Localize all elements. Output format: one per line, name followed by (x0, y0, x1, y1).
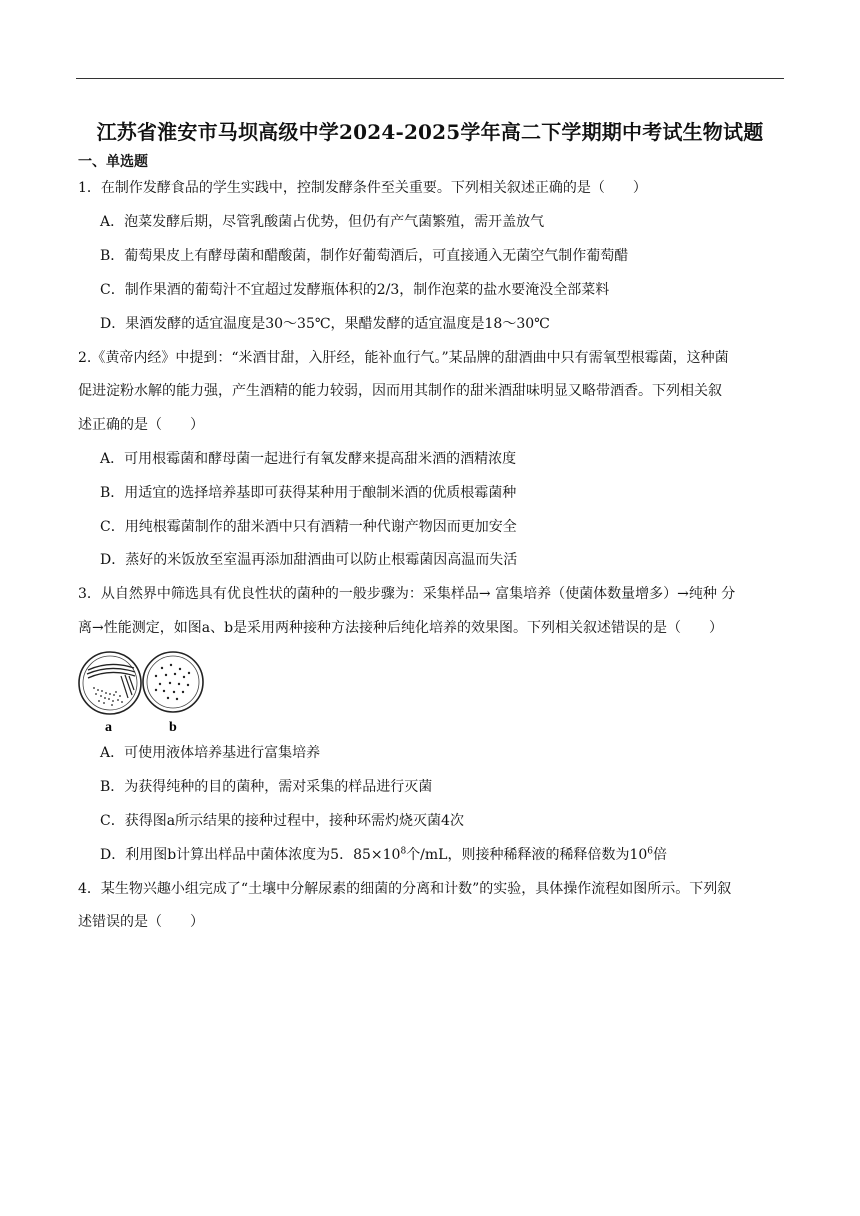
question-2-stem-line-3: 述正确的是（ ） (78, 417, 204, 433)
document-title: 江苏省淮安市马坝高级中学2024-2025学年高二下学期期中考试生物试题 (96, 120, 764, 144)
petri-dish-figure (76, 648, 204, 736)
question-3-stem-line-1: 3．从自然界中筛选具有优良性状的菌种的一般步骤为：采集样品→ 富集培养（使菌体数量增多）→纯种 分 (78, 586, 736, 602)
option-d-text-2: 个/mL，则接种稀释液的稀释倍数为10 (406, 847, 648, 863)
option-d-text-3: 倍 (653, 847, 668, 863)
question-2-option-c: C．用纯根霉菌制作的甜米酒中只有酒精一种代谢产物因而更加安全 (100, 519, 517, 535)
spread-plate-b (143, 652, 203, 712)
question-1-option-d: D．果酒发酵的适宜温度是30～35℃，果醋发酵的适宜温度是18～30℃ (100, 316, 550, 332)
option-d-exponent-2: 6 (647, 846, 654, 857)
option-d-exponent-1: 8 (400, 846, 407, 857)
question-1-option-c: C．制作果酒的葡萄汁不宜超过发酵瓶体积的2/3，制作泡菜的盐水要淹没全部菜料 (100, 282, 610, 298)
question-3-option-b: B．为获得纯种的目的菌种，需对采集的样品进行灭菌 (100, 779, 433, 795)
streak-plate-a (79, 652, 141, 714)
question-1-option-a: A．泡菜发酵后期，尽管乳酸菌占优势，但仍有产气菌繁殖，需开盖放气 (100, 214, 545, 230)
question-3-option-c: C．获得图a所示结果的接种过程中，接种环需灼烧灭菌4次 (100, 813, 464, 829)
question-1-option-b: B．葡萄果皮上有酵母菌和醋酸菌，制作好葡萄酒后，可直接通入无菌空气制作葡萄醋 (100, 248, 629, 264)
figure-label-a: a (105, 720, 112, 735)
question-3-option-d (100, 846, 667, 864)
header-rule (76, 78, 784, 79)
question-4-stem-line-1: 4．某生物兴趣小组完成了“土壤中分解尿素的细菌的分离和计数”的实验，具体操作流程如图所示。下列叙 (78, 881, 732, 897)
question-2-stem-line-2: 促进淀粉水解的能力强，产生酒精的能力较弱，因而用其制作的甜米酒甜味明显又略带酒香。下列相关叙 (78, 383, 722, 399)
question-2-option-a: A．可用根霉菌和酵母菌一起进行有氧发酵来提高甜米酒的酒精浓度 (100, 451, 517, 467)
question-3-stem-line-2: 离→性能测定，如图a、b是采用两种接种方法接种后纯化培养的效果图。下列相关叙述错误的是（ ） (78, 620, 724, 636)
question-4-stem-line-2: 述错误的是（ ） (78, 914, 204, 930)
question-2-option-b: B．用适宜的选择培养基即可获得某种用于酿制米酒的优质根霉菌种 (100, 485, 517, 501)
question-2-option-d: D．蒸好的米饭放至室温再添加甜酒曲可以防止根霉菌因高温而失活 (100, 552, 518, 568)
figure-label-b: b (169, 720, 177, 735)
question-2-stem-line-1: 2.《黄帝内经》中提到：“米酒甘甜，入肝经，能补血行气。”某品牌的甜酒曲中只有需氧型根霉菌，这种菌 (78, 350, 729, 366)
question-1-stem: 1．在制作发酵食品的学生实践中，控制发酵条件至关重要。下列相关叙述正确的是（ ） (78, 180, 647, 196)
question-3-option-a: A．可使用液体培养基进行富集培养 (100, 745, 321, 761)
section-heading: 一、单选题 (78, 154, 148, 170)
option-d-text-1: D．利用图b计算出样品中菌体浓度为5．85×10 (100, 847, 401, 863)
